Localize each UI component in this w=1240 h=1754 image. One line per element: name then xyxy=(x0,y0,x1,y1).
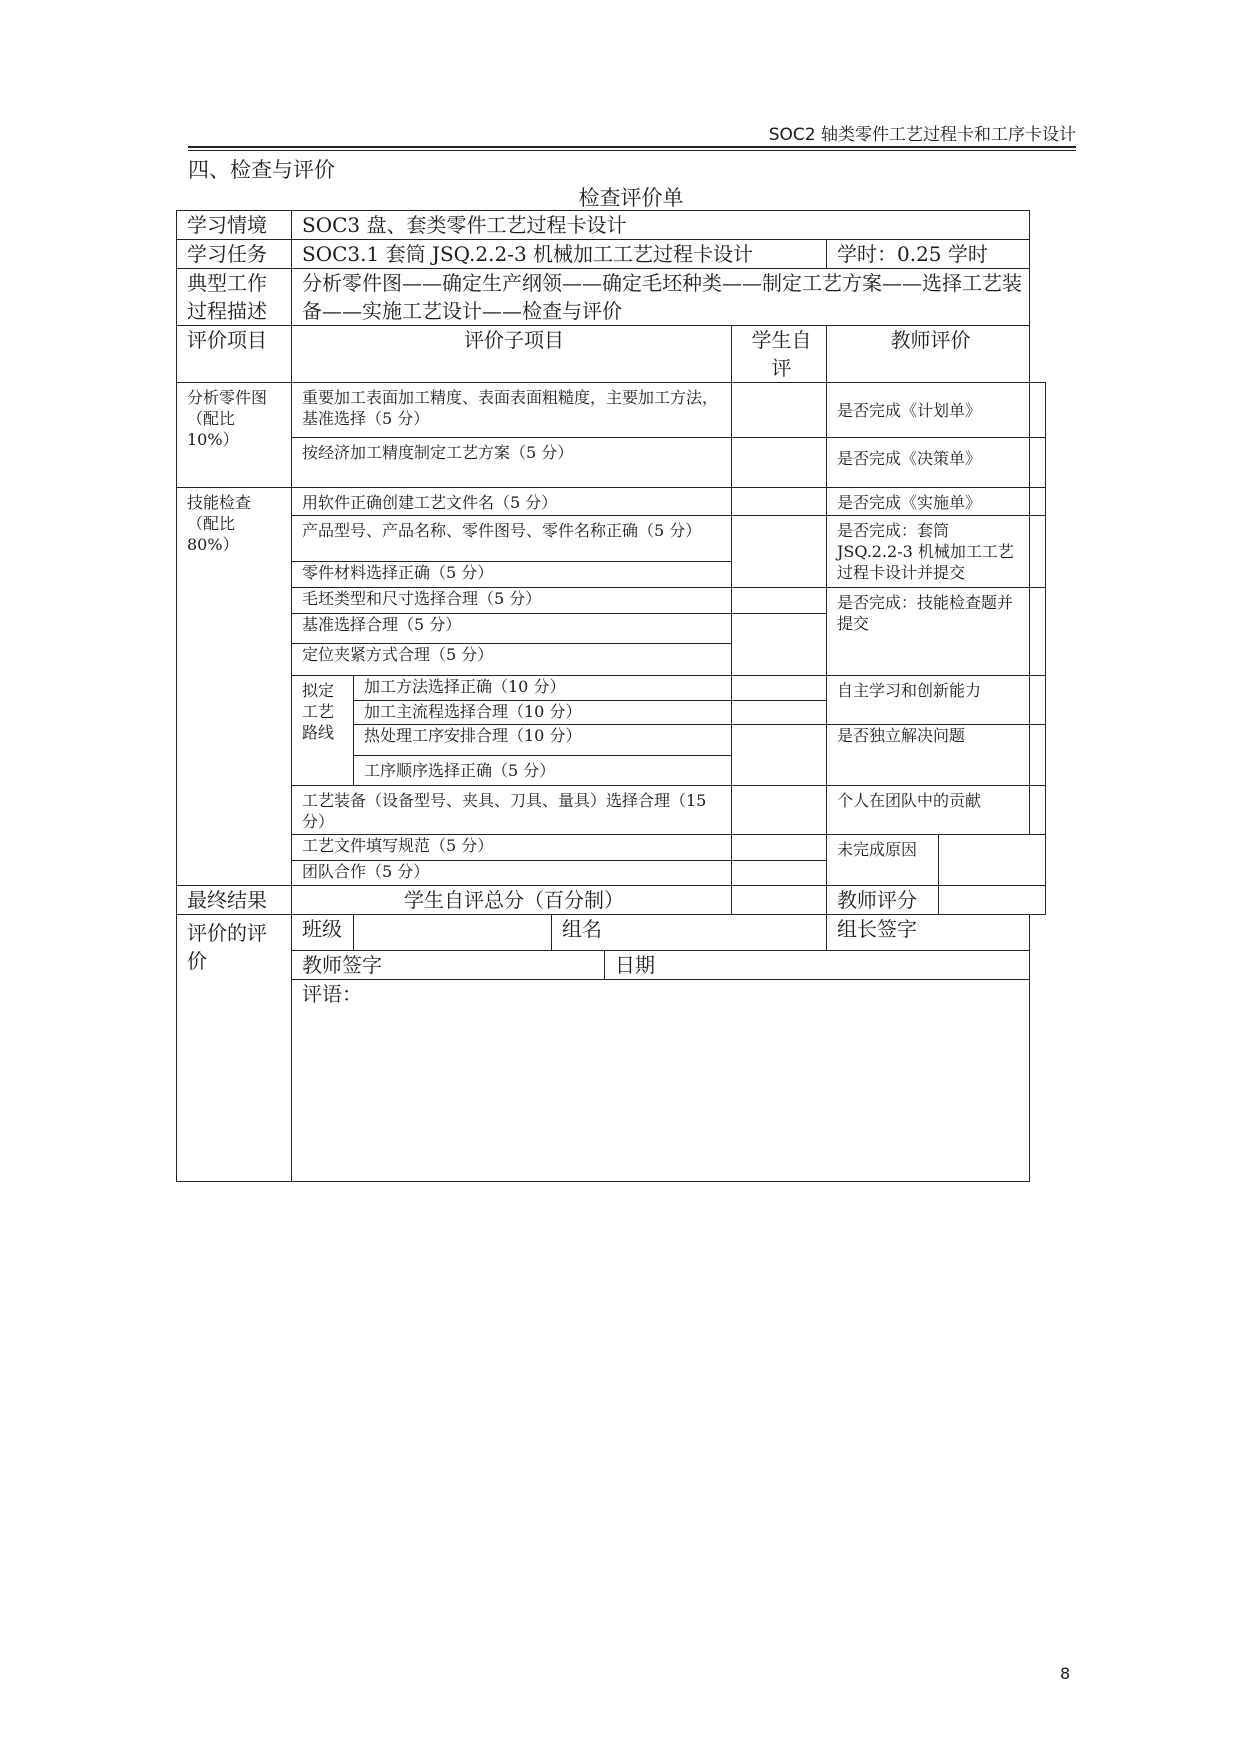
teacher-check-item: 是否完成《决策单》 xyxy=(827,438,1030,488)
teamwork-sub-item: 团队合作（5 分） xyxy=(292,861,732,886)
route-item: 加工方法选择正确（10 分） xyxy=(354,676,732,701)
self-total-field[interactable] xyxy=(732,886,827,915)
self-score-cell[interactable] xyxy=(732,614,827,676)
route-item: 热处理工序安排合理（10 分） xyxy=(354,725,732,756)
teacher-score-cell[interactable] xyxy=(1030,725,1046,786)
self-score-cell[interactable] xyxy=(732,383,827,438)
header-rule xyxy=(188,146,1076,148)
process-value: 分析零件图——确定生产纲领——确定毛坯种类——制定工艺方案——选择工艺装备——实施工艺设计——检查与评价 xyxy=(292,269,1030,326)
final-label: 最终结果 xyxy=(177,886,292,915)
date-label: 日期 xyxy=(605,951,1030,980)
task-value: SOC3.1 套筒 JSQ.2.2-3 机械加工工艺过程卡设计 xyxy=(292,240,827,269)
teacher-check-item: 是否完成《实施单》 xyxy=(827,488,1030,516)
teacher-score-cell[interactable] xyxy=(1030,488,1046,516)
teacher-score-cell[interactable] xyxy=(1030,676,1046,725)
self-score-cell[interactable] xyxy=(732,516,827,588)
route-item: 加工主流程选择合理（10 分） xyxy=(354,701,732,725)
self-score-cell[interactable] xyxy=(732,701,827,725)
route-item: 工序顺序选择正确（5 分） xyxy=(354,756,732,786)
leader-sign-label: 组长签字 xyxy=(827,915,1030,951)
skill-sub-item: 用软件正确创建工艺文件名（5 分） xyxy=(292,488,732,516)
equipment-sub-item: 工艺装备（设备型号、夹具、刀具、量具）选择合理（15 分） xyxy=(292,786,732,835)
header-rule-thin xyxy=(188,150,1076,151)
page-number: 8 xyxy=(1060,1664,1071,1683)
situation-label: 学习情境 xyxy=(177,211,292,240)
comment-field[interactable]: 评语： xyxy=(292,980,1030,1182)
teacher-check-item: 是否独立解决问题 xyxy=(827,725,1030,786)
skill-sub-item: 定位夹紧方式合理（5 分） xyxy=(292,644,732,676)
doc-fill-sub-item: 工艺文件填写规范（5 分） xyxy=(292,835,732,861)
teacher-check-item: 是否完成：技能检查题并提交 xyxy=(827,588,1030,676)
skill-sub-item: 产品型号、产品名称、零件图号、零件名称正确（5 分） xyxy=(292,516,732,562)
self-score-cell[interactable] xyxy=(732,588,827,614)
skill-group-label: 技能检查 （配比 80%） xyxy=(177,488,292,886)
teacher-sign-label: 教师签字 xyxy=(292,951,605,980)
class-label: 班级 xyxy=(292,915,354,951)
teacher-score-label: 教师评分 xyxy=(827,886,939,915)
teacher-check-item: 个人在团队中的贡献 xyxy=(827,786,1030,835)
teacher-check-item: 是否完成《计划单》 xyxy=(827,383,1030,438)
self-score-cell[interactable] xyxy=(732,438,827,488)
analysis-group-label: 分析零件图 （配比 10%） xyxy=(177,383,292,488)
column-item: 评价项目 xyxy=(177,326,292,383)
process-label: 典型工作 过程描述 xyxy=(177,269,292,326)
task-label: 学习任务 xyxy=(177,240,292,269)
analysis-sub-item: 重要加工表面加工精度、表面表面粗糙度，主要加工方法，基准选择（5 分） xyxy=(292,383,732,438)
skill-sub-item: 基准选择合理（5 分） xyxy=(292,614,732,644)
teacher-score-field[interactable] xyxy=(939,886,1046,915)
self-score-cell[interactable] xyxy=(732,861,827,886)
self-score-cell[interactable] xyxy=(732,786,827,835)
column-self: 学生自评 xyxy=(732,326,827,383)
teacher-check-item: 自主学习和创新能力 xyxy=(827,676,1030,725)
route-label: 拟定 工艺 路线 xyxy=(292,676,354,786)
column-sub-item: 评价子项目 xyxy=(292,326,732,383)
skill-sub-item: 零件材料选择正确（5 分） xyxy=(292,562,732,588)
teacher-score-cell[interactable] xyxy=(1030,786,1046,835)
incomplete-reason-field[interactable] xyxy=(939,835,1046,886)
teacher-score-cell[interactable] xyxy=(1030,516,1046,588)
self-score-cell[interactable] xyxy=(732,676,827,701)
table-title: 检查评价单 xyxy=(578,186,684,210)
analysis-sub-item: 按经济加工精度制定工艺方案（5 分） xyxy=(292,438,732,488)
column-teacher: 教师评价 xyxy=(827,326,1030,383)
skill-sub-item: 毛坯类型和尺寸选择合理（5 分） xyxy=(292,588,732,614)
self-score-cell[interactable] xyxy=(732,488,827,516)
class-field[interactable] xyxy=(354,915,552,951)
running-header: SOC2 轴类零件工艺过程卡和工序卡设计 xyxy=(768,125,1076,145)
teacher-score-cell[interactable] xyxy=(1030,588,1046,676)
task-hours: 学时：0.25 学时 xyxy=(827,240,1030,269)
self-total-label: 学生自评总分（百分制） xyxy=(292,886,732,915)
evaluation-table xyxy=(176,210,1046,1182)
self-score-cell[interactable] xyxy=(732,725,827,786)
teacher-check-item: 是否完成：套筒 JSQ.2.2-3 机械加工工艺 过程卡设计并提交 xyxy=(827,516,1030,588)
self-score-cell[interactable] xyxy=(732,835,827,861)
section-title: 四、检查与评价 xyxy=(188,158,335,182)
group-label: 组名 xyxy=(552,915,827,951)
review-label: 评价的评价 xyxy=(177,915,292,1182)
teacher-score-cell[interactable] xyxy=(1030,438,1046,488)
incomplete-reason-label: 未完成原因 xyxy=(827,835,939,886)
situation-value: SOC3 盘、套类零件工艺过程卡设计 xyxy=(292,211,1030,240)
teacher-score-cell[interactable] xyxy=(1030,383,1046,438)
